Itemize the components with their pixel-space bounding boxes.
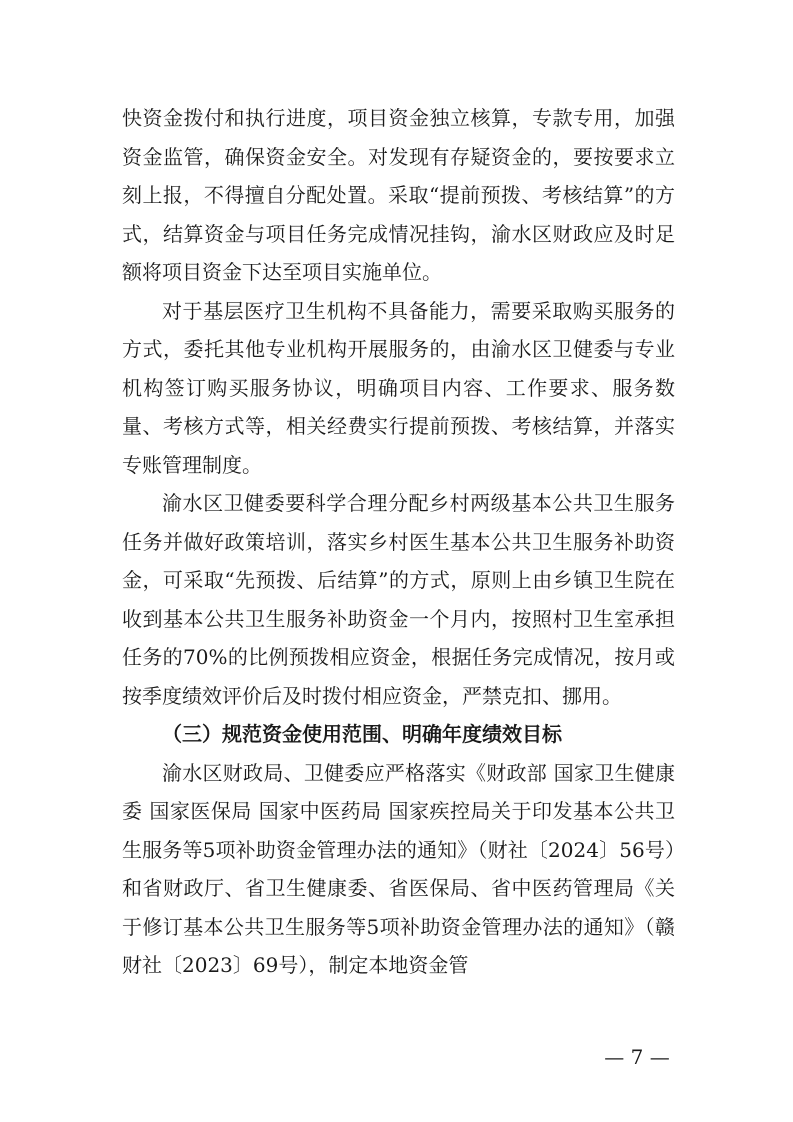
paragraph-village-subsidy: 渝水区卫健委要科学合理分配乡村两级基本公共卫生服务任务并做好政策培训，落实乡村医生基本公共卫生服务补助资金，可采取“先预拨、后结算”的方式，原则上由乡镇卫生院在收到基本公共卫生服务补助资金一个月内，按照村卫生室承担任务的70%的比例预拨相应资金，根据任务完成情况，按月或按季度绩效评价后及时拨付相应资金，严禁克扣、挪用。 (122, 491, 675, 708)
section-heading: （三）规范资金使用范围、明确年度绩效目标 (162, 722, 562, 746)
body-text (122, 99, 675, 985)
page-number: — 7 — (604, 1045, 670, 1069)
paragraph-continuation: 快资金拨付和执行进度，项目资金独立核算，专款专用，加强资金监管，确保资金安全。对发现有存疑资金的，要按要求立刻上报，不得擅自分配处置。采取“提前预拨、考核结算”的方式，结算资金与项目任务完成情况挂钩，渝水区财政应及时足额将项目资金下达至项目实施单位。 (122, 106, 675, 284)
paragraph-fund-management: 渝水区财政局、卫健委应严格落实《财政部 国家卫生健康委 国家医保局 国家中医药局 国家疾控局关于印发基本公共卫生服务等5项补助资金管理办法的通知》（财社〔2024〕56号）和省财政厅、省卫生健康委、省医保局、省中医药管理局《关于修订基本公共卫生服务等5项补助资金管理办法的通知》（赣财社〔2023〕69号），制定本地资金管 (122, 760, 675, 977)
paragraph-purchase-services: 对于基层医疗卫生机构不具备能力，需要采取购买服务的方式，委托其他专业机构开展服务的，由渝水区卫健委与专业机构签订购买服务协议，明确项目内容、工作要求、服务数量、考核方式等，相关经费实行提前预拨、考核结算，并落实专账管理制度。 (122, 298, 675, 477)
